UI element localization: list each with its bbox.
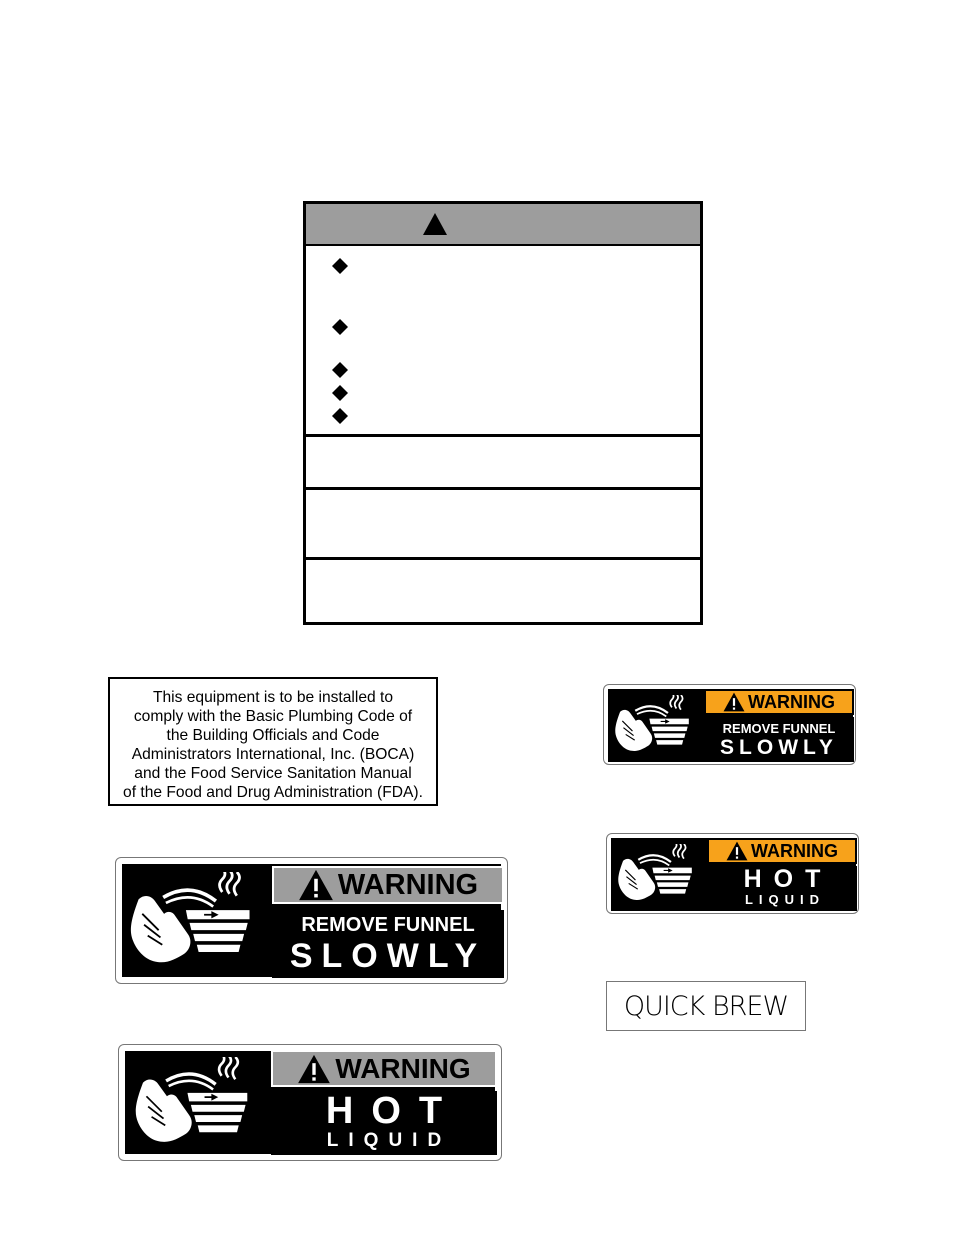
hand-funnel-icon — [612, 695, 698, 757]
notice-line: of the Food and Drug Administration (FDA). — [123, 784, 423, 801]
hot-liquid-decal-small — [606, 833, 859, 914]
diamond-bullet-icon — [332, 362, 348, 378]
warning-panel — [271, 1050, 497, 1087]
warning-triangle-icon — [297, 1054, 331, 1084]
warning-triangle-icon — [298, 869, 334, 901]
warning-table-header — [306, 204, 700, 246]
notice-line: This equipment is to be installed to — [152, 689, 394, 706]
diamond-bullet-icon — [332, 385, 348, 401]
hot-liquid-decal-large — [118, 1044, 502, 1161]
hot-text: HOT — [325, 1090, 461, 1132]
remove-funnel-text: REMOVE FUNNEL — [722, 721, 836, 736]
hand-funnel-icon — [615, 844, 701, 906]
instruction-panel — [704, 717, 854, 762]
quick-brew-label: QUICK BREW — [606, 981, 806, 1031]
instruction-panel — [707, 866, 857, 911]
warning-text: WARNING — [751, 840, 838, 861]
warning-triangle-icon — [723, 692, 745, 712]
hot-text: HOT — [743, 865, 833, 893]
notice-line: the Building Officials and Code — [166, 727, 380, 744]
instruction-panel — [271, 1091, 497, 1155]
diamond-bullet-icon — [332, 408, 348, 424]
warning-triangle-icon — [422, 212, 448, 236]
warning-text: WARNING — [748, 691, 835, 712]
remove-funnel-decal-small — [603, 684, 856, 765]
diamond-bullet-icon — [332, 319, 348, 335]
warning-panel — [704, 689, 854, 715]
warning-table — [303, 201, 703, 625]
notice-line: and the Food Service Sanitation Manual — [134, 765, 412, 782]
liquid-text: LIQUID — [326, 1130, 452, 1151]
notice-line: comply with the Basic Plumbing Code of — [133, 708, 413, 725]
liquid-text: LIQUID — [744, 892, 826, 907]
diamond-bullet-icon — [332, 258, 348, 274]
instruction-panel — [272, 910, 504, 978]
notice-line: Administrators International, Inc. (BOCA) — [131, 746, 415, 763]
hand-funnel-icon — [128, 872, 262, 972]
slowly-text: SLOWLY — [289, 937, 487, 975]
warning-triangle-icon — [726, 841, 748, 861]
hand-funnel-icon — [131, 1057, 261, 1151]
warning-text: WARNING — [337, 868, 479, 901]
remove-funnel-decal-large — [115, 857, 508, 984]
warning-text: WARNING — [335, 1052, 471, 1084]
table-divider — [306, 434, 700, 437]
table-divider — [306, 557, 700, 560]
slowly-text: SLOWLY — [720, 736, 838, 759]
warning-panel — [707, 838, 857, 864]
warning-panel — [272, 866, 504, 904]
plumbing-code-notice — [108, 677, 438, 806]
table-divider — [306, 487, 700, 490]
remove-funnel-text: REMOVE FUNNEL — [301, 914, 475, 936]
